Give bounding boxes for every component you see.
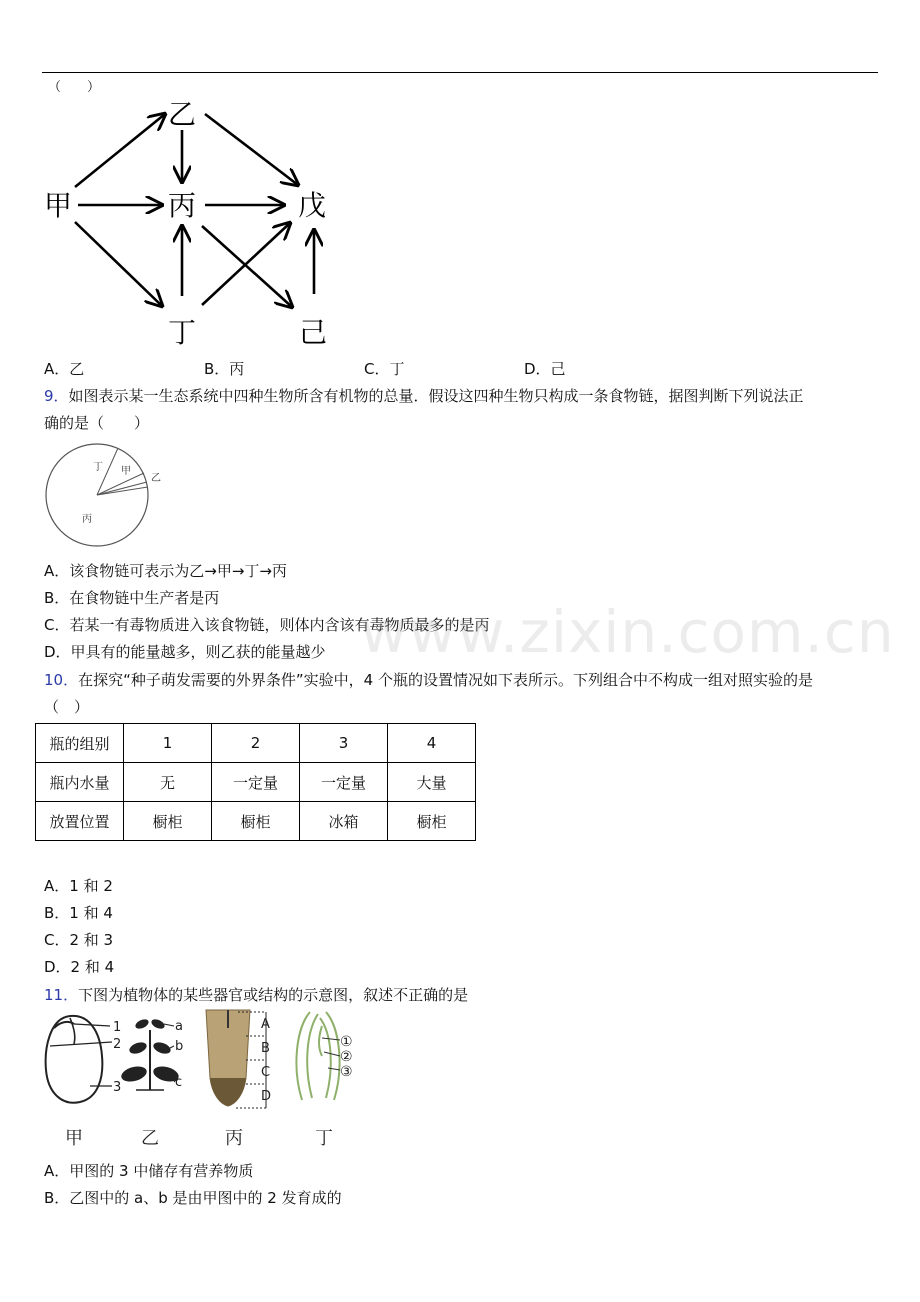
- q8-option-d[interactable]: D．己: [524, 360, 566, 378]
- table-cell: 无: [124, 763, 212, 802]
- q11-number: 11．: [44, 986, 79, 1004]
- top-rule: [42, 72, 878, 73]
- root-label-a: A: [261, 1017, 270, 1032]
- arrow-bing-ji: [202, 226, 292, 307]
- node-ji: 己: [298, 316, 328, 349]
- table-cell: 1: [124, 724, 212, 763]
- table-cell: 一定量: [300, 763, 388, 802]
- q9-option-a[interactable]: A．该食物链可表示为乙→甲→丁→丙: [44, 562, 287, 580]
- q8-option-a[interactable]: A．乙: [44, 360, 85, 378]
- q9-option-c[interactable]: C．若某一有毒物质进入该食物链，则体内含该有毒物质最多的是丙: [44, 616, 490, 634]
- root-label-c: C: [261, 1065, 271, 1080]
- table-row: [36, 763, 476, 802]
- q9-number: 9．: [44, 387, 69, 405]
- q10-number: 10．: [44, 671, 79, 689]
- pie-label-bing: 丙: [82, 514, 92, 525]
- table-cell: 瓶的组别: [36, 724, 124, 763]
- q11-stem: 11．下图为植物体的某些器官或结构的示意图，叙述不正确的是: [44, 986, 469, 1004]
- q8-food-web-diagram: [40, 92, 350, 354]
- q10-stem-line1: 10．在探究“种子萌发需要的外界条件”实验中，4 个瓶的设置情况如下表所示。下列组合中不构成一组对照实验的是: [44, 671, 813, 689]
- node-yi: 乙: [167, 98, 197, 131]
- node-ding: 丁: [167, 316, 197, 349]
- q11-option-a[interactable]: A．甲图的 3 中储存有营养物质: [44, 1162, 254, 1180]
- q9-pie-chart: [40, 440, 170, 552]
- q10-option-b[interactable]: B．1 和 4: [44, 904, 113, 922]
- caption-yi: 乙: [141, 1128, 159, 1149]
- q10-stem-line2: （ ）: [44, 698, 90, 716]
- q9-option-b[interactable]: B．在食物链中生产者是丙: [44, 589, 220, 607]
- root-tip-drawing: [206, 1010, 266, 1108]
- seed-drawing: [46, 1016, 112, 1103]
- bud-label-3: ③: [340, 1064, 353, 1080]
- q8-answer-bracket: （ ）: [48, 80, 101, 95]
- root-label-d: D: [261, 1089, 272, 1104]
- seedling-drawing: [120, 1017, 184, 1090]
- bud-label-2: ②: [340, 1049, 353, 1065]
- node-wu: 戊: [297, 189, 327, 222]
- arrow-yi-wu: [205, 114, 298, 185]
- q11-plant-figure: [40, 1008, 380, 1150]
- seed-label-1: 1: [113, 1020, 122, 1035]
- table-cell: 一定量: [212, 763, 300, 802]
- seed-label-2: 2: [113, 1037, 122, 1052]
- caption-jia: 甲: [65, 1128, 83, 1149]
- q9-option-d[interactable]: D．甲具有的能量越多，则乙获的能量越少: [44, 643, 326, 661]
- table-row: [36, 802, 476, 841]
- node-jia: 甲: [43, 189, 73, 222]
- table-cell: 大量: [388, 763, 476, 802]
- table-cell: 4: [388, 724, 476, 763]
- table-cell: 瓶内水量: [36, 763, 124, 802]
- table-row: [36, 724, 476, 763]
- node-bing: 丙: [167, 189, 197, 222]
- watermark: www.zixin.com.cn: [360, 598, 895, 666]
- table-cell: 冰箱: [300, 802, 388, 841]
- q10-option-d[interactable]: D．2 和 4: [44, 958, 115, 976]
- q10-option-c[interactable]: C．2 和 3: [44, 931, 114, 949]
- q8-option-c[interactable]: C．丁: [364, 360, 405, 378]
- caption-ding: 丁: [315, 1128, 333, 1149]
- pie-label-yi: 乙: [151, 473, 161, 484]
- pie-label-jia: 甲: [121, 466, 131, 477]
- q9-stem-line1: 9．如图表示某一生态系统中四种生物所含有机物的总量．假设这四种生物只构成一条食物链，据图判断下列说法正: [44, 387, 804, 405]
- seedling-label-b: b: [175, 1039, 184, 1054]
- root-label-b: B: [261, 1041, 270, 1056]
- table-cell: 2: [212, 724, 300, 763]
- q8-option-b[interactable]: B．丙: [204, 360, 245, 378]
- q11-option-b[interactable]: B．乙图中的 a、b 是由甲图中的 2 发育成的: [44, 1189, 342, 1207]
- caption-bing: 丙: [225, 1128, 243, 1149]
- pie-label-ding: 丁: [93, 462, 103, 473]
- q10-setup-table: [35, 723, 476, 841]
- seed-label-3: 3: [113, 1080, 122, 1095]
- q10-option-a[interactable]: A．1 和 2: [44, 877, 113, 895]
- table-cell: 3: [300, 724, 388, 763]
- bud-drawing: [296, 1012, 339, 1100]
- table-cell: 放置位置: [36, 802, 124, 841]
- bud-label-1: ①: [340, 1034, 353, 1050]
- table-cell: 橱柜: [388, 802, 476, 841]
- arrow-jia-ding: [75, 222, 162, 306]
- table-cell: 橱柜: [124, 802, 212, 841]
- q9-stem-line2: 确的是（ ）: [44, 414, 150, 432]
- table-cell: 橱柜: [212, 802, 300, 841]
- seedling-label-a: a: [175, 1019, 183, 1034]
- seedling-label-c: c: [175, 1075, 183, 1090]
- arrow-jia-yi: [75, 114, 165, 187]
